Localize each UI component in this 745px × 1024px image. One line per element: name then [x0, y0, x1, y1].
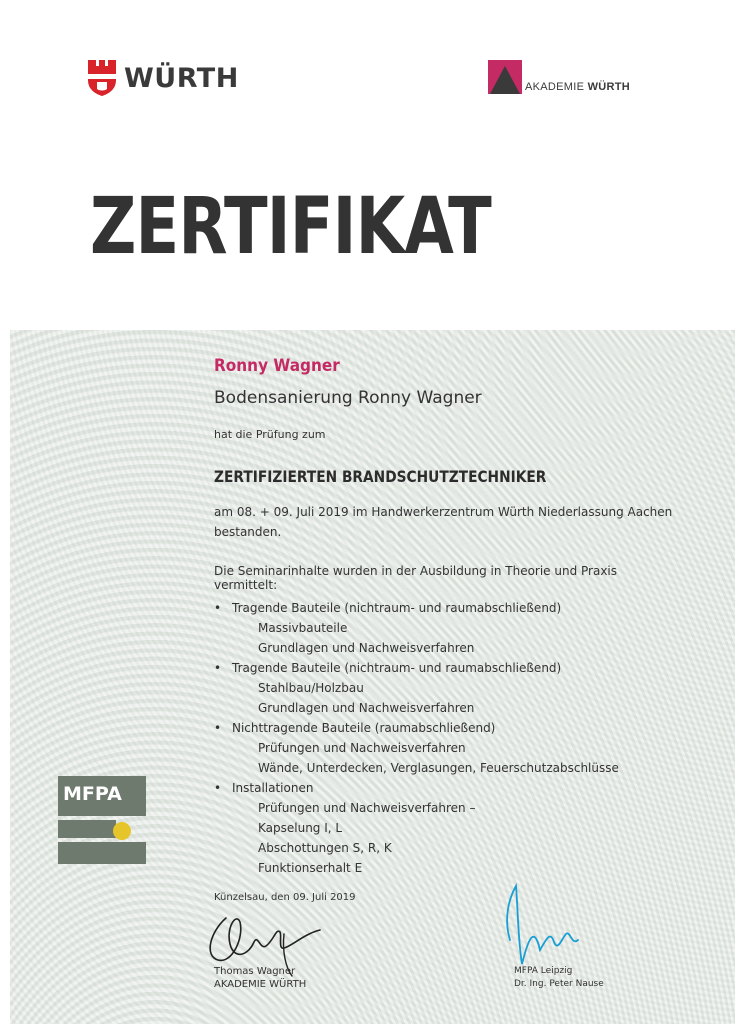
wurth-wordmark: WÜRTH: [124, 62, 239, 94]
mfpa-logo-icon: [58, 776, 146, 864]
topic-subitem: Wände, Unterdecken, Verglasungen, Feuerschutzabschlüsse: [258, 761, 619, 775]
passed-line-2: bestanden.: [214, 525, 282, 539]
topic-heading: • Installationen: [214, 778, 674, 798]
akademie-triangle-icon: [488, 60, 522, 94]
topic-item: [214, 718, 674, 778]
topic-heading: • Nichttragende Bauteile (raumabschließend): [214, 718, 674, 738]
seminar-intro-text: Die Seminarinhalte wurden in der Ausbildung in Theorie und Praxis vermittelt:: [214, 564, 618, 592]
topic-heading: • Tragende Bauteile (nichtraum- und raumabschließend): [214, 598, 674, 618]
place-and-date: Künzelsau, den 09. Juli 2019: [214, 892, 356, 903]
topic-subitem: Grundlagen und Nachweisverfahren: [258, 701, 475, 715]
akademie-wordmark: [525, 81, 630, 94]
right-signatory: [514, 965, 604, 991]
topic-item: [214, 598, 674, 658]
certificate-content: [214, 356, 674, 878]
qualification-title: ZERTIFIZIERTEN BRANDSCHUTZTECHNIKER: [214, 467, 547, 486]
passed-line-1: am 08. + 09. Juli 2019 im Handwerkerzentrum Würth Niederlassung Aachen: [214, 505, 673, 519]
topic-subitem: Prüfungen und Nachweisverfahren: [258, 741, 466, 755]
mfpa-logo-text: MFPA: [63, 783, 122, 805]
signature-right-icon: [488, 880, 588, 970]
certificate-header: [0, 0, 745, 330]
wurth-emblem-icon: [88, 60, 116, 96]
right-signatory-org: MFPA Leipzig: [514, 966, 573, 976]
recipient-company: Bodensanierung Ronny Wagner: [214, 388, 482, 408]
topic-heading: • Tragende Bauteile (nichtraum- und raumabschließend): [214, 658, 674, 678]
recipient-name: Ronny Wagner: [214, 356, 340, 376]
exam-intro-text: hat die Prüfung zum: [214, 428, 326, 441]
left-signatory-org: AKADEMIE WÜRTH: [214, 979, 307, 990]
passed-statement: [214, 502, 674, 542]
topic-item: [214, 778, 674, 878]
topic-subitem: Stahlbau/Holzbau: [258, 681, 364, 695]
akademie-brand: WÜRTH: [587, 81, 631, 93]
right-signatory-name: Dr. Ing. Peter Nause: [514, 979, 604, 989]
left-signatory: [214, 965, 306, 991]
topic-subitem: Prüfungen und Nachweisverfahren –: [258, 801, 476, 815]
topic-subitem: Funktionserhalt E: [258, 861, 363, 875]
topic-subitem: Grundlagen und Nachweisverfahren: [258, 641, 475, 655]
akademie-wurth-logo: [488, 60, 630, 94]
seminar-topics-list: [214, 598, 674, 878]
topic-item: [214, 658, 674, 718]
topic-subitem: Abschottungen S, R, K: [258, 841, 392, 855]
wurth-logo: [88, 58, 239, 98]
akademie-prefix: AKADEMIE: [525, 81, 585, 93]
topic-subitem: Kapselung I, L: [258, 821, 343, 835]
left-signatory-name: Thomas Wagner: [214, 966, 296, 977]
certificate-title: ZERTIFIKAT: [90, 182, 491, 272]
topic-subitem: Massivbauteile: [258, 621, 348, 635]
